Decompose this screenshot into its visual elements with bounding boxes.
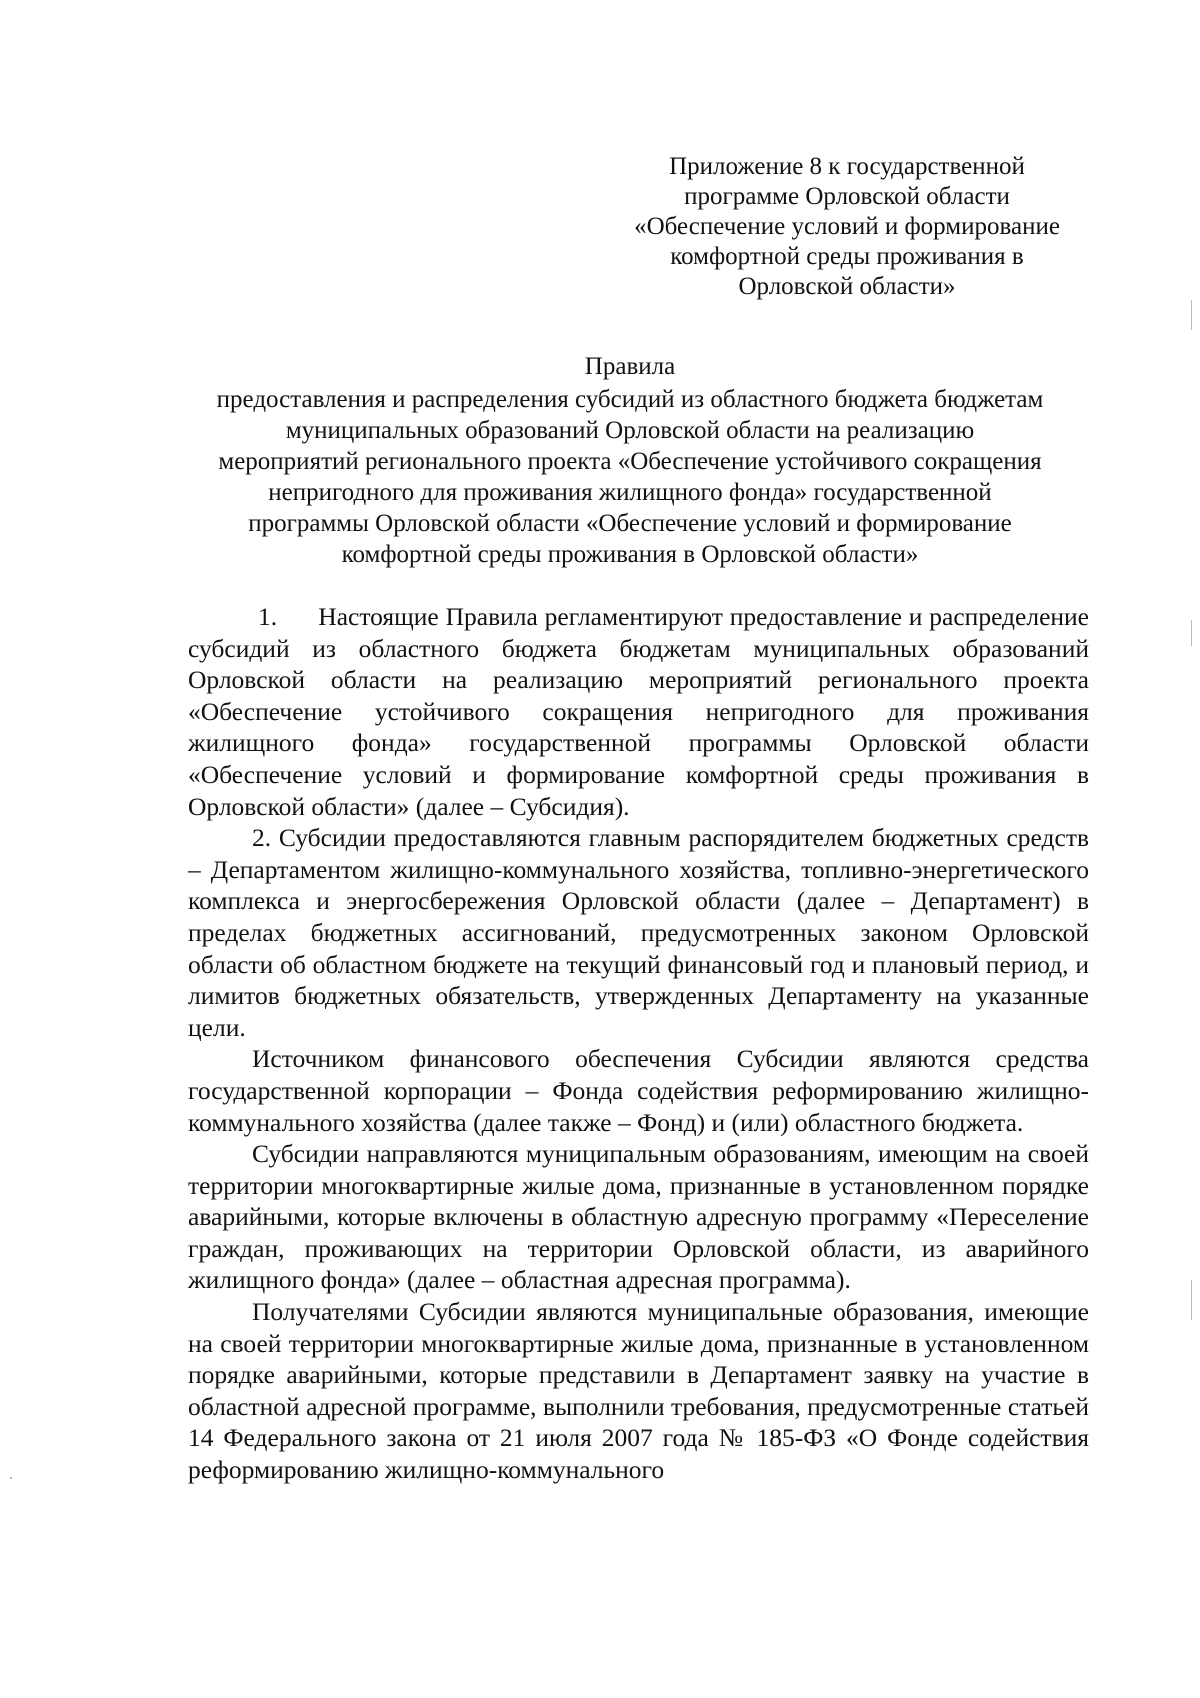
appendix-line: комфортной среды проживания в [670,243,1024,270]
subtitle-line: муниципальных образований Орловской области на реализацию [285,417,975,444]
paragraph: Источником финансового обеспечения Субсидии являются средства государственной корпорации – Фонда содействия реформированию жилищно-коммунального хозяйства (далее также – Фонд) и (или) областного бюджета. [188,1044,1089,1137]
scan-artifact [1191,620,1192,646]
subtitle-line: мероприятий регионального проекта «Обеспечение устойчивого сокращения [218,448,1042,475]
paragraph: 2. Субсидии предоставляются главным распорядителем бюджетных средств – Департаментом жилищно-коммунального хозяйства, топливно-энергетического комплекса и энергосбережения Орловской области (далее – Департамент) в пределах бюджетных ассигнований, предусмотренных законом Орловской области об областном бюджете на текущий финансовый год и плановый период, и лимитов бюджетных обязательств, утвержденных Департаменту на указанные цели. [188,823,1089,1042]
document-subtitle [180,384,1080,570]
paragraph: Получателями Субсидии являются муниципальные образования, имеющие на своей территории многоквартирные жилые дома, признанные в установленном порядке аварийными, которые представили в Департамент заявку на участие в областной адресной программе, выполнили требования, предусмотренные статьей 14 Федерального закона от 21 июля 2007 года № 185-ФЗ «О Фонде содействия реформированию жилищно-коммунального [188,1297,1089,1485]
subtitle-line: программы Орловской области «Обеспечение условий и формирование [248,510,1012,537]
appendix-line: Орловской области» [738,273,956,300]
scan-artifact [10,1477,12,1479]
document-body [188,601,1089,1486]
subtitle-line: комфортной среды проживания в Орловской области» [341,541,919,568]
paragraph: 1. Настоящие Правила регламентируют предоставление и распределение субсидий из областного бюджета бюджетам муниципальных образований Орловской области на реализацию мероприятий регионального проекта «Обеспечение устойчивого сокращения непригодного для проживания жилищного фонда» государственной программы Орловской области «Обеспечение условий и формирование комфортной среды проживания в Орловской области» (далее – Субсидия). [188,602,1089,821]
paragraph: Субсидии направляются муниципальным образованиям, имеющим на своей территории многоквартирные жилые дома, признанные в установленном порядке аварийными, которые включены в областную адресную программу «Переселение граждан, проживающих на территории Орловской области, из аварийного жилищного фонда» (далее – областная адресная программа). [188,1139,1089,1295]
scan-artifact [1191,300,1192,330]
appendix-line: Приложение 8 к государственной [669,153,1025,180]
document-title: Правила [584,353,676,380]
scan-artifact [1191,1280,1192,1320]
appendix-header [612,152,1082,302]
subtitle-line: предоставления и распределения субсидий из областного бюджета бюджетам [216,386,1044,413]
appendix-line: «Обеспечение условий и формирование [634,213,1060,240]
appendix-line: программе Орловской области [684,183,1010,210]
subtitle-line: непригодного для проживания жилищного фонда» государственной [268,479,992,506]
